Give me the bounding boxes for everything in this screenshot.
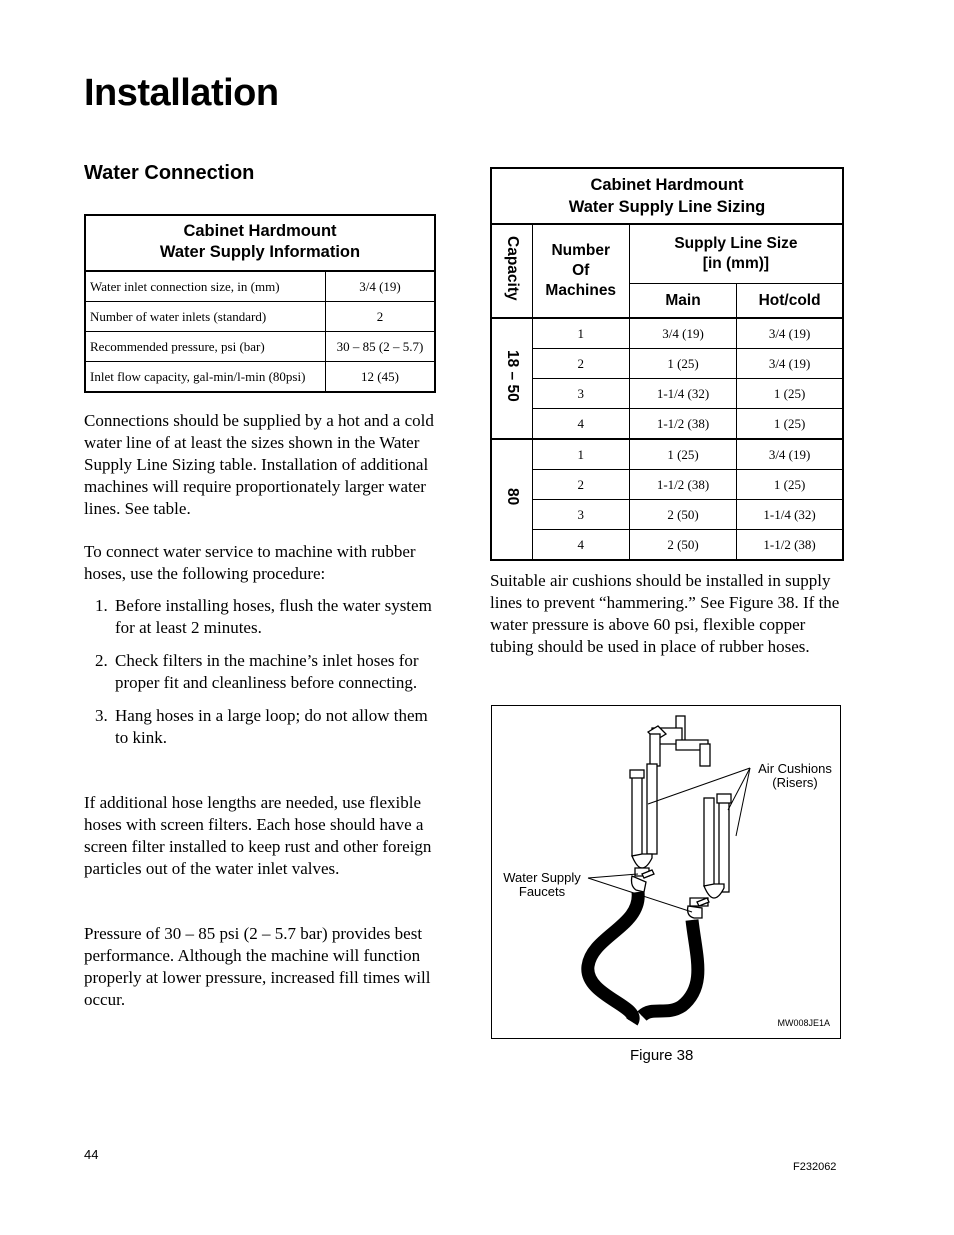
section-title: Water Connection xyxy=(84,162,255,184)
main-cell: 1-1/2 (38) xyxy=(629,409,736,440)
faucets-label-line2: Faucets xyxy=(518,884,566,899)
info-table-title xyxy=(85,215,435,271)
main-cell: 1 (25) xyxy=(629,349,736,379)
table-row xyxy=(85,302,435,332)
table-row xyxy=(491,530,843,561)
step-number: 3. xyxy=(95,706,108,725)
main-cell: 2 (50) xyxy=(629,530,736,561)
info-table-title-line2: Water Supply Information xyxy=(159,243,361,261)
capacity-group xyxy=(491,318,532,439)
capacity-group xyxy=(491,439,532,560)
capacity-value: 80 xyxy=(503,488,521,506)
paragraph-air-cushions: Suitable air cushions should be installed in supply lines to prevent “hammering.” See Figure 38. If the water pressure is above 60 psi, flexible copper tubing should be used in place of rubber hoses. xyxy=(490,571,840,656)
table-row xyxy=(85,332,435,362)
step-text: Hang hoses in a large loop; do not allow them to kink. xyxy=(115,706,428,747)
water-supply-info-table xyxy=(84,214,436,393)
list-item xyxy=(84,595,444,639)
machines-cell: 1 xyxy=(532,318,629,349)
hotcold-header: Hot/cold xyxy=(737,284,843,319)
machines-label-line3: Machines xyxy=(545,282,617,299)
table-row xyxy=(491,409,843,440)
hotcold-cell: 3/4 (19) xyxy=(737,349,843,379)
document-code: F232062 xyxy=(793,1161,837,1173)
faucets-label-line1: Water Supply xyxy=(503,870,581,885)
table-row xyxy=(491,470,843,500)
main-cell: 1-1/2 (38) xyxy=(629,470,736,500)
air-cushions-label-line2: (Risers) xyxy=(772,775,818,790)
info-table-title-line1: Cabinet Hardmount xyxy=(183,222,337,240)
supply-size-line1: Supply Line Size xyxy=(674,235,798,252)
figure-code: MW008JE1A xyxy=(777,1018,830,1028)
machines-cell: 4 xyxy=(532,409,629,440)
machines-cell: 4 xyxy=(532,530,629,561)
water-supply-faucets-label xyxy=(496,871,588,899)
paragraph-hose-lengths: If additional hose lengths are needed, use flexible hoses with screen filters. Each hose should have a screen filter installed to keep rust and other foreign particles out of the water inlet valves. xyxy=(84,793,432,878)
hotcold-cell: 1 (25) xyxy=(737,470,843,500)
supply-size-line2: [in (mm)] xyxy=(702,255,770,272)
sizing-table-title xyxy=(491,168,843,224)
table-row xyxy=(491,439,843,470)
machines-cell: 3 xyxy=(532,379,629,409)
water-supply-sizing-table xyxy=(490,167,844,561)
info-value: 2 xyxy=(326,302,436,332)
info-label: Recommended pressure, psi (bar) xyxy=(85,332,326,362)
info-label: Inlet flow capacity, gal-min/l-min (80psi) xyxy=(85,362,326,393)
air-cushions-label-line1: Air Cushions xyxy=(758,761,832,776)
table-row xyxy=(491,500,843,530)
air-cushion-riser-icon xyxy=(719,802,729,892)
table-row xyxy=(491,379,843,409)
step-number: 2. xyxy=(95,651,108,670)
supply-size-header xyxy=(629,224,843,284)
figure-caption: Figure 38 xyxy=(630,1047,694,1064)
machines-cell: 1 xyxy=(532,439,629,470)
machines-label-line2: Of xyxy=(572,262,590,279)
info-label: Water inlet connection size, in (mm) xyxy=(85,271,326,302)
capacity-header xyxy=(491,224,532,318)
list-item xyxy=(84,705,444,749)
hotcold-cell: 1 (25) xyxy=(737,409,843,440)
page-number: 44 xyxy=(84,1147,99,1162)
leader-line xyxy=(648,768,750,804)
list-item xyxy=(84,650,444,694)
paragraph-supply-lines: Connections should be supplied by a hot and a cold water line of at least the sizes shown in the Water Supply Line Sizing table. Installation of additional machines will require proportionately larger water lines. See table. xyxy=(84,411,434,518)
paragraph-procedure-intro: To connect water service to machine with rubber hoses, use the following procedure: xyxy=(84,542,416,583)
table-row xyxy=(85,362,435,393)
hotcold-cell: 1-1/4 (32) xyxy=(737,500,843,530)
page-title: Installation xyxy=(84,72,279,114)
procedure-steps xyxy=(84,595,444,760)
info-value: 12 (45) xyxy=(326,362,436,393)
figure-38-air-cushions xyxy=(491,705,841,1039)
info-value: 3/4 (19) xyxy=(326,271,436,302)
hotcold-cell: 3/4 (19) xyxy=(737,439,843,470)
table-row xyxy=(491,318,843,349)
machines-cell: 2 xyxy=(532,470,629,500)
sizing-table-title-line2: Water Supply Line Sizing xyxy=(568,198,766,216)
hotcold-cell: 1 (25) xyxy=(737,379,843,409)
step-text: Check filters in the machine’s inlet hoses for proper fit and cleanliness before connecting. xyxy=(115,651,419,692)
step-text: Before installing hoses, flush the water system for at least 2 minutes. xyxy=(115,596,432,637)
main-cell: 2 (50) xyxy=(629,500,736,530)
air-cushion-riser-icon xyxy=(704,798,714,886)
main-header: Main xyxy=(629,284,736,319)
machines-cell: 2 xyxy=(532,349,629,379)
main-cell: 3/4 (19) xyxy=(629,318,736,349)
leader-line xyxy=(588,874,638,878)
capacity-label: Capacity xyxy=(503,235,521,301)
machines-label-line1: Number xyxy=(551,242,611,259)
table-row xyxy=(491,349,843,379)
leader-line xyxy=(736,768,750,836)
main-cell: 1-1/4 (32) xyxy=(629,379,736,409)
paragraph-pressure: Pressure of 30 – 85 psi (2 – 5.7 bar) provides best performance. Although the machine will function properly at lower pressure, increased fill times will occur. xyxy=(84,924,431,1009)
step-number: 1. xyxy=(95,596,108,615)
hotcold-cell: 1-1/2 (38) xyxy=(737,530,843,561)
main-cell: 1 (25) xyxy=(629,439,736,470)
sizing-table-title-line1: Cabinet Hardmount xyxy=(590,176,744,194)
machines-cell: 3 xyxy=(532,500,629,530)
air-cushions-label xyxy=(750,762,840,790)
table-row xyxy=(85,271,435,302)
capacity-value: 18 – 50 xyxy=(503,350,521,402)
info-value: 30 – 85 (2 – 5.7) xyxy=(326,332,436,362)
info-label: Number of water inlets (standard) xyxy=(85,302,326,332)
hotcold-cell: 3/4 (19) xyxy=(737,318,843,349)
air-cushion-riser-icon xyxy=(632,776,642,856)
air-cushion-riser-icon xyxy=(647,764,657,854)
machines-header xyxy=(532,224,629,318)
